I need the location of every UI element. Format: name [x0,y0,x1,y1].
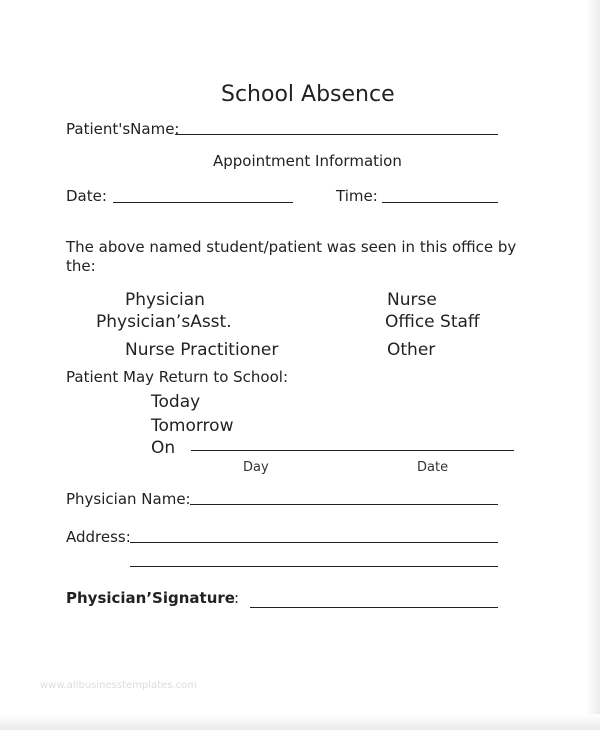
signature-colon: : [234,589,240,607]
return-on: On [151,438,176,458]
date-caption: Date [417,460,449,475]
option-other: Other [387,340,436,360]
signature-label-text: Physician’Signature [66,589,235,607]
physician-name-label: Physician Name: [66,490,191,508]
address-field-line-1[interactable] [130,542,498,543]
page-shadow-bottom [0,714,600,730]
address-field-line-2[interactable] [130,566,498,567]
day-caption: Day [243,460,269,475]
option-physician: Physician [125,290,205,310]
patient-name-field[interactable] [175,134,498,135]
time-field[interactable] [382,202,498,203]
return-tomorrow: Tomorrow [151,416,234,436]
time-label: Time: [336,187,378,205]
date-field[interactable] [113,202,293,203]
physician-name-field[interactable] [190,504,498,505]
return-today: Today [151,392,201,412]
page-shadow-right [586,0,600,730]
patient-name-label: Patient'sName: [66,120,180,138]
statement-line-2: the: [66,257,96,275]
signature-label [66,589,235,607]
return-on-date-field[interactable] [191,450,514,451]
return-label: Patient May Return to School: [66,368,288,386]
option-nurse: Nurse [387,290,437,310]
option-office-staff: Office Staff [385,312,480,332]
form-title: School Absence [221,82,395,107]
date-label: Date: [66,187,107,205]
address-label: Address: [66,528,131,546]
statement-line-1: The above named student/patient was seen in this office by [66,238,517,256]
watermark: www.allbusinesstemplates.com [40,680,197,691]
option-nurse-practitioner: Nurse Practitioner [125,340,279,360]
option-physician-asst: Physician’sAsst. [96,312,232,332]
signature-field[interactable] [250,607,498,608]
appointment-heading: Appointment Information [213,152,402,170]
